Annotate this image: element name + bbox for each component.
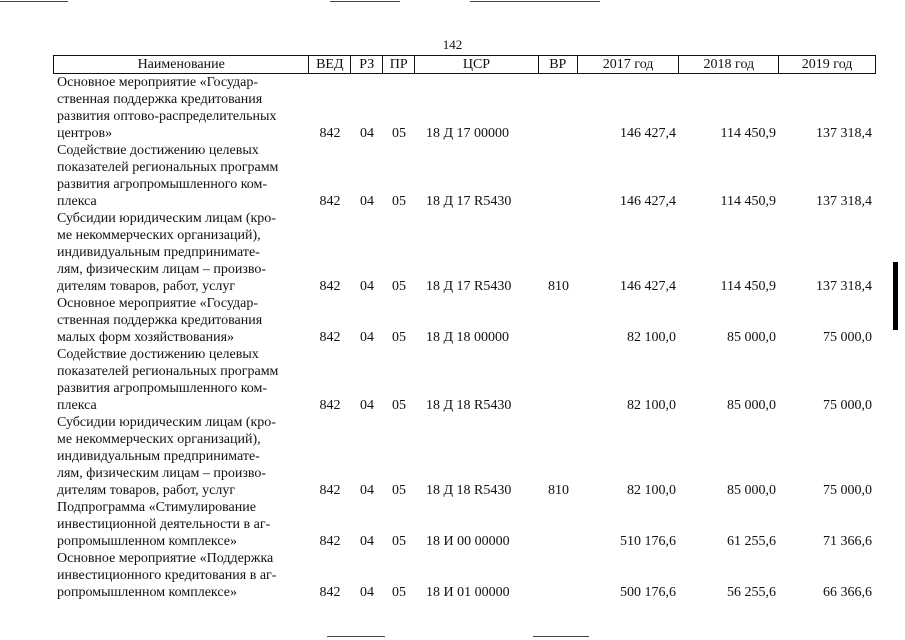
row-rz: 04 <box>360 330 374 345</box>
row-rz: 04 <box>360 534 374 549</box>
row-2017: 82 100,0 <box>627 483 676 498</box>
row-2018: 114 450,9 <box>720 194 776 209</box>
row-csr: 18 И 01 00000 <box>426 585 510 600</box>
row-name: Основное мероприятие «Государ- ственная поддержка кредитования малых форм хозяйствования» <box>57 296 263 345</box>
row-csr: 18 Д 18 R5430 <box>426 483 512 498</box>
header-2017: 2017 год <box>578 56 680 73</box>
row-rz: 04 <box>360 194 374 209</box>
row-ved: 842 <box>319 126 341 141</box>
row-ved: 842 <box>319 483 341 498</box>
row-pr: 05 <box>392 534 406 549</box>
row-pr: 05 <box>392 126 406 141</box>
header-ved: ВЕД <box>309 56 351 73</box>
row-name: Подпрограмма «Стимулирование инвестиционной деятельности в аг- ропромышленном комплексе» <box>57 500 271 549</box>
row-2019: 71 366,6 <box>823 534 872 549</box>
row-2019: 137 318,4 <box>816 126 872 141</box>
header-csr: ЦСР <box>415 56 539 73</box>
row-2019: 137 318,4 <box>816 279 872 294</box>
row-rz: 04 <box>360 585 374 600</box>
row-2017: 146 427,4 <box>620 279 676 294</box>
row-pr: 05 <box>392 194 406 209</box>
header-name: Наименование <box>54 56 309 73</box>
table-row <box>53 499 876 550</box>
table-row <box>53 142 876 210</box>
row-name: Субсидии юридическим лицам (кро- ме некоммерческих организаций), индивидуальным предпринимате- лям, физическим лицам – произво- дителям товаров, работ, услуг <box>57 211 276 294</box>
row-2017: 82 100,0 <box>627 398 676 413</box>
row-2017: 146 427,4 <box>620 126 676 141</box>
row-csr: 18 И 00 00000 <box>426 534 510 549</box>
row-ved: 842 <box>319 585 341 600</box>
row-2018: 114 450,9 <box>720 126 776 141</box>
table-row <box>53 414 876 499</box>
top-edge-line-left <box>0 1 68 2</box>
row-vr: 810 <box>548 279 569 294</box>
row-rz: 04 <box>360 279 374 294</box>
row-name: Содействие достижению целевых показателей региональных программ развития агропромышленного ком- плекса <box>57 347 279 413</box>
row-2019: 137 318,4 <box>816 194 872 209</box>
table-row <box>53 550 876 601</box>
header-rz: РЗ <box>351 56 383 73</box>
row-csr: 18 Д 17 00000 <box>426 126 510 141</box>
row-pr: 05 <box>392 585 406 600</box>
header-pr: ПР <box>383 56 415 73</box>
row-vr: 810 <box>548 483 569 498</box>
row-pr: 05 <box>392 483 406 498</box>
header-2018: 2018 год <box>679 56 779 73</box>
row-csr: 18 Д 18 00000 <box>426 330 510 345</box>
row-2018: 56 255,6 <box>727 585 776 600</box>
row-ved: 842 <box>319 194 341 209</box>
bottom-edge-line <box>327 636 385 637</box>
row-pr: 05 <box>392 330 406 345</box>
row-2017: 146 427,4 <box>620 194 676 209</box>
row-pr: 05 <box>392 398 406 413</box>
row-csr: 18 Д 17 R5430 <box>426 279 512 294</box>
row-ved: 842 <box>319 330 341 345</box>
top-edge-line-right <box>470 1 600 2</box>
table-row <box>53 346 876 414</box>
row-name: Содействие достижению целевых показателей региональных программ развития агропромышленного ком- плекса <box>57 143 279 209</box>
row-2018: 85 000,0 <box>727 398 776 413</box>
table-header <box>53 55 876 74</box>
row-ved: 842 <box>319 534 341 549</box>
row-rz: 04 <box>360 483 374 498</box>
bottom-edge-line-right <box>533 636 589 637</box>
row-2018: 85 000,0 <box>727 483 776 498</box>
row-2019: 75 000,0 <box>823 398 872 413</box>
table-row <box>53 210 876 295</box>
row-2017: 510 176,6 <box>620 534 676 549</box>
row-ved: 842 <box>319 398 341 413</box>
scan-edge-bar <box>893 262 898 330</box>
row-2019: 66 366,6 <box>823 585 872 600</box>
row-name: Основное мероприятие «Поддержка инвестиционного кредитования в аг- ропромышленном комплексе» <box>57 551 277 600</box>
row-name: Субсидии юридическим лицам (кро- ме некоммерческих организаций), индивидуальным предпринимате- лям, физическим лицам – произво- дителям товаров, работ, услуг <box>57 415 276 498</box>
row-2017: 82 100,0 <box>627 330 676 345</box>
row-2019: 75 000,0 <box>823 483 872 498</box>
table-row <box>53 74 876 142</box>
row-csr: 18 Д 17 R5430 <box>426 194 512 209</box>
row-2018: 85 000,0 <box>727 330 776 345</box>
row-2018: 61 255,6 <box>727 534 776 549</box>
row-name: Основное мероприятие «Государ- ственная поддержка кредитования развития оптово-распределительных центров» <box>57 75 277 141</box>
row-2017: 500 176,6 <box>620 585 676 600</box>
row-csr: 18 Д 18 R5430 <box>426 398 512 413</box>
row-2019: 75 000,0 <box>823 330 872 345</box>
table-row <box>53 295 876 346</box>
row-2018: 114 450,9 <box>720 279 776 294</box>
table-body <box>53 74 876 601</box>
row-ved: 842 <box>319 279 341 294</box>
row-pr: 05 <box>392 279 406 294</box>
row-rz: 04 <box>360 126 374 141</box>
top-edge-line-mid <box>330 1 400 2</box>
row-rz: 04 <box>360 398 374 413</box>
header-vr: ВР <box>539 56 578 73</box>
page-number: 142 <box>442 37 463 52</box>
header-2019: 2019 год <box>801 57 853 72</box>
